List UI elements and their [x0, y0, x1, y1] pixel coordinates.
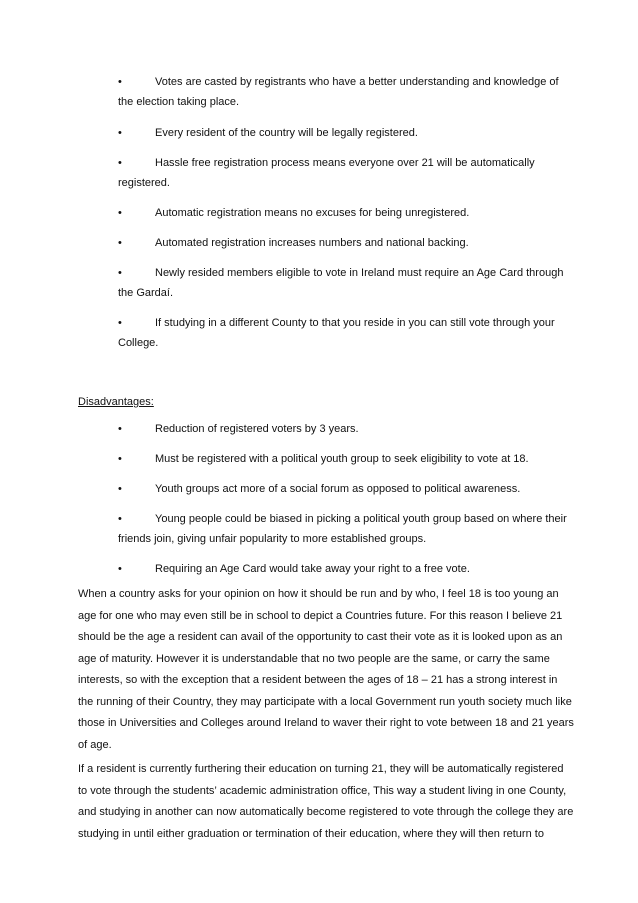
- bullet-marker: •: [118, 453, 122, 465]
- advantage-item: [118, 123, 558, 143]
- bullet-text: Newly resided members eligible to vote in Ireland must require an Age Card through: [155, 267, 564, 279]
- bullet-text-continued: the election taking place.: [118, 96, 240, 108]
- bullet-text: Every resident of the country will be legally registered.: [155, 127, 418, 139]
- disadvantage-item: [118, 509, 567, 549]
- body-paragraph-2: [78, 759, 578, 845]
- advantage-item: [118, 233, 558, 253]
- bullet-marker: •: [118, 563, 122, 575]
- bullet-text: Votes are casted by registrants who have a better understanding and knowledge of: [155, 76, 559, 88]
- bullet-text-continued: the Gardaí.: [118, 287, 174, 299]
- paragraph-line: studying in until either graduation or termination of their education, where they will then return to: [78, 827, 544, 840]
- bullet-marker: •: [118, 423, 122, 435]
- paragraph-line: age of maturity. However it is understandable that no two people are the same, or carry the same: [78, 652, 550, 665]
- bullet-marker: •: [118, 317, 122, 329]
- paragraph-line: If a resident is currently furthering their education on turning 21, they will be automatically registered: [78, 763, 564, 775]
- bullet-text: Youth groups act more of a social forum as opposed to political awareness.: [155, 483, 521, 495]
- bullet-marker: •: [118, 267, 122, 279]
- disadvantage-item: [118, 419, 558, 439]
- bullet-text: Young people could be biased in picking a political youth group based on where their: [155, 513, 567, 525]
- paragraph-line: those in Universities and Colleges around Ireland to waver their right to vote between 18 and 21 years: [78, 717, 574, 729]
- advantage-item: [118, 313, 558, 353]
- bullet-text: Automated registration increases numbers and national backing.: [155, 237, 469, 249]
- paragraph-line: When a country asks for your opinion on how it should be run and by who, I feel 18 is too young an: [78, 588, 559, 600]
- bullet-text: Automatic registration means no excuses for being unregistered.: [155, 207, 470, 219]
- advantage-item: [118, 263, 564, 303]
- bullet-text: If studying in a different County to that you reside in you can still vote through your: [155, 317, 555, 329]
- bullet-text: Must be registered with a political youth group to seek eligibility to vote at 18.: [155, 453, 529, 465]
- bullet-marker: •: [118, 483, 122, 495]
- disadvantage-item: [118, 479, 558, 499]
- bullet-marker: •: [118, 207, 122, 219]
- disadvantage-item: [118, 559, 558, 579]
- paragraph-line: the running of their Country, they may participate with a local Government run youth society much like: [78, 695, 572, 708]
- paragraph-line: and studying in another can now automatically become registered to vote through the college they are: [78, 806, 574, 818]
- bullet-text: Hassle free registration process means everyone over 21 will be automatically: [155, 157, 535, 169]
- bullet-text-continued: registered.: [118, 177, 170, 189]
- bullet-marker: •: [118, 76, 122, 88]
- paragraph-line: of age.: [78, 738, 112, 751]
- bullet-marker: •: [118, 157, 122, 169]
- bullet-text-continued: College.: [118, 337, 159, 349]
- paragraph-line: should be the age a resident can avail of the opportunity to cast their vote as it is looked upon as an: [78, 631, 563, 643]
- advantage-item: [118, 72, 558, 112]
- bullet-text: Requiring an Age Card would take away your right to a free vote.: [155, 563, 470, 575]
- advantage-item: [118, 203, 558, 223]
- paragraph-line: age for one who may even still be in school to depict a Countries future. For this reason I believe 21: [78, 609, 563, 622]
- body-paragraph-1: [78, 584, 578, 756]
- bullet-text-continued: friends join, giving unfair popularity to more established groups.: [118, 533, 427, 545]
- bullet-text: Reduction of registered voters by 3 years.: [155, 423, 359, 435]
- paragraph-line: to vote through the students’ academic administration office, This way a student living in one County,: [78, 784, 567, 797]
- bullet-marker: •: [118, 237, 122, 249]
- disadvantage-item: [118, 449, 558, 469]
- bullet-marker: •: [118, 127, 122, 139]
- advantage-item: [118, 153, 558, 193]
- disadvantages-heading: Disadvantages:: [78, 396, 154, 408]
- paragraph-line: interests, so with the exception that a resident between the ages of 18 – 21 has a strong interest in: [78, 674, 558, 686]
- bullet-marker: •: [118, 513, 122, 525]
